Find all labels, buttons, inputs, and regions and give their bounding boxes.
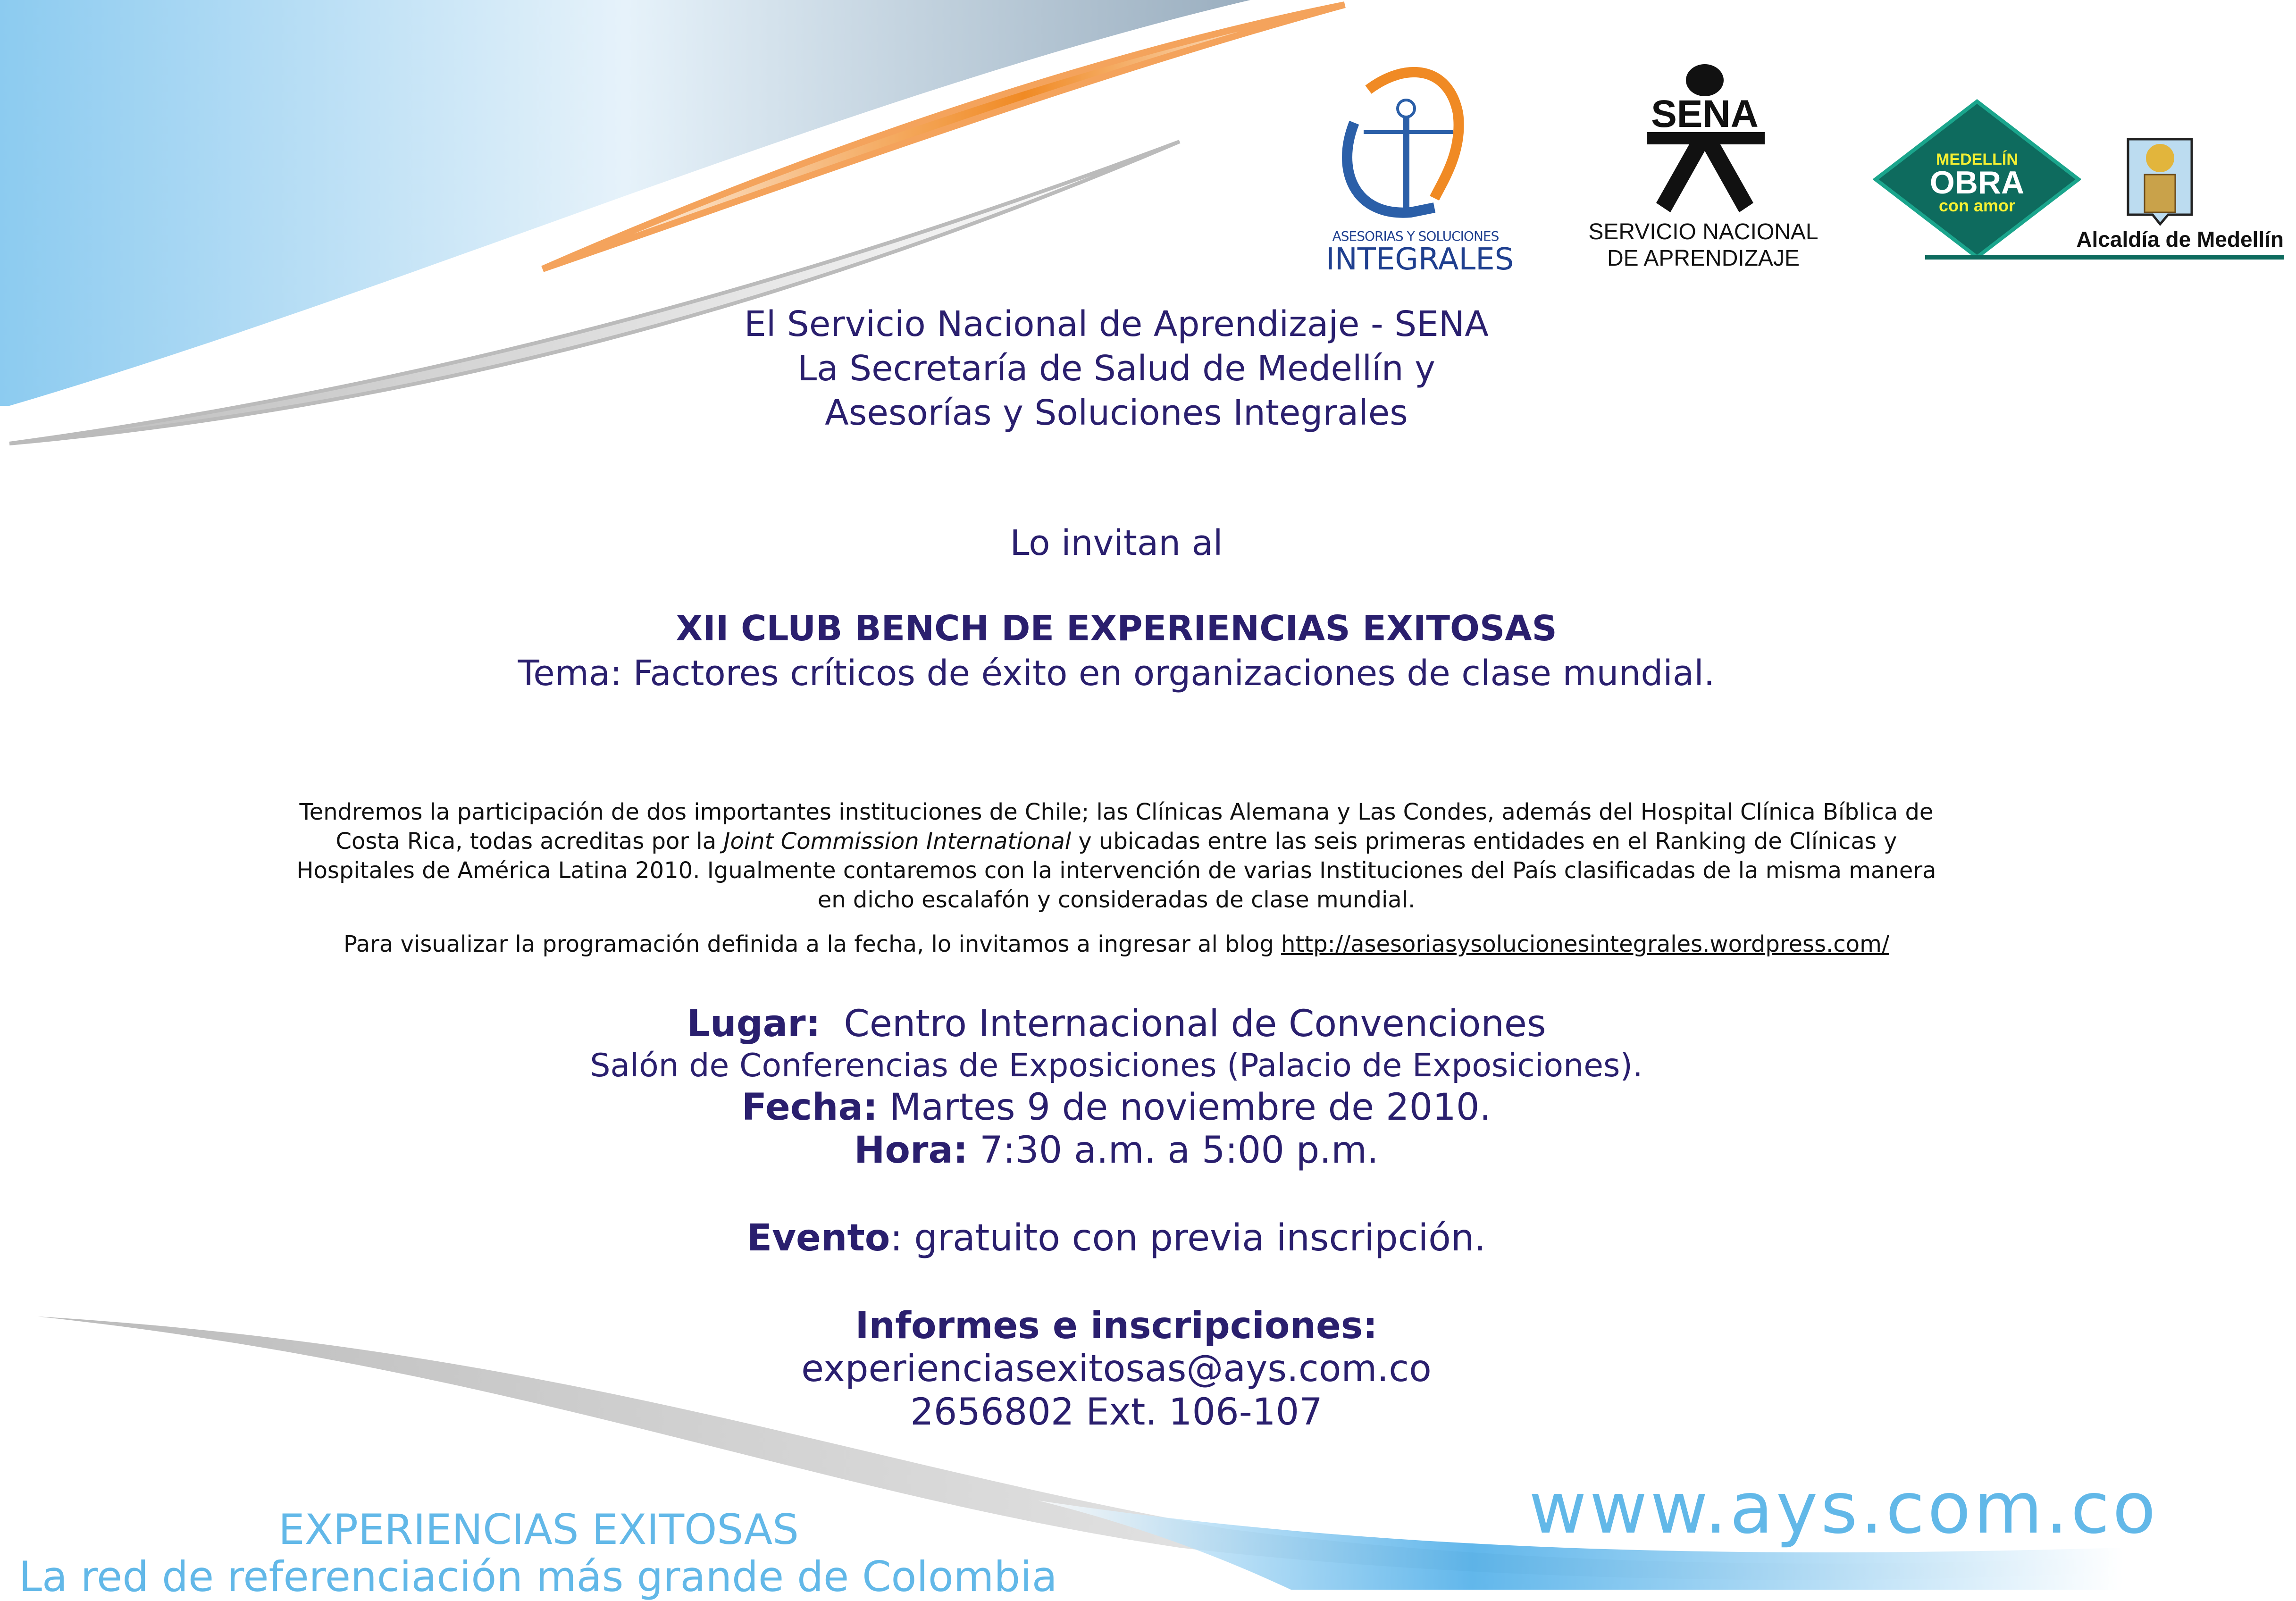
host-line: La Secretaría de Salud de Medellín y [797,348,1435,389]
medellin-logo-line1: MEDELLÍN [1936,151,2018,168]
lugar-line [0,1003,2233,1045]
medellin-logo-line3: con amor [1938,196,2016,215]
footer-tagline-1: EXPERIENCIAS EXITOSAS [278,1505,799,1554]
hora-label: Hora: [854,1129,968,1172]
asesorias-logo-line2: INTEGRALES [1326,242,1514,277]
event-theme: Tema: Factores críticos de éxito en organizaciones de clase mundial. [518,653,1715,694]
asesorias-logo-line1: ASESORIAS Y SOLUCIONES [1332,228,1499,244]
description-text: y ubicadas entre las seis primeras entidades en el Ranking de Clínicas y [1071,828,1897,855]
fecha-line [0,1086,2233,1129]
fecha-label: Fecha: [741,1086,878,1129]
sena-logo-line1: SERVICIO NACIONAL [1588,219,1818,244]
contact-email[interactable]: experienciasexitosas@ays.com.co [801,1348,1432,1390]
medellin-logo-underline [1925,255,2284,260]
footer-tagline-2: La red de referenciación más grande de Colombia [19,1552,1057,1601]
evento-value: : gratuito con previa inscripción. [890,1217,1486,1259]
description-line: en dicho escalafón y consideradas de clase mundial. [817,887,1416,913]
lugar-label: Lugar: [687,1003,821,1045]
blog-line [0,930,2233,959]
evento-label: Evento [746,1217,890,1259]
alcaldia-logo [2038,132,2284,255]
description-paragraph [0,797,2233,914]
contact-label: Informes e inscripciones: [855,1305,1378,1347]
description-line [0,827,2233,856]
salon-line: Salón de Conferencias de Exposiciones (Palacio de Exposiciones). [590,1047,1643,1084]
hora-value: 7:30 a.m. a 5:00 p.m. [980,1129,1379,1172]
blog-link[interactable]: http://asesoriasysolucionesintegrales.wordpress.com/ [1281,931,1889,957]
description-line: Tendremos la participación de dos importantes instituciones de Chile; las Clínicas Alemana y Las Condes, además del Hospital Clínica Bíblica de [299,799,1934,825]
description-text: Costa Rica, todas acreditas por la [335,828,724,855]
sena-logo [1571,57,1835,283]
evento-line [0,1217,2233,1259]
alcaldia-logo-label: Alcaldía de Medellín [2076,227,2284,251]
sena-figure-icon [1571,57,1835,217]
contact-phone: 2656802 Ext. 106-107 [910,1391,1323,1433]
vitruvian-circle-icon [1326,57,1505,226]
asesorias-logo [1326,57,1514,283]
joint-commission-text: Joint Commission International [723,828,1072,855]
blog-text: Para visualizar la programación definida a la fecha, lo invitamos a ingresar al blog [343,931,1282,957]
host-line: El Servicio Nacional de Aprendizaje - SENA [744,304,1489,344]
coat-of-arms-icon [2123,137,2199,226]
fecha-value: Martes 9 de noviembre de 2010. [889,1086,1492,1129]
event-title: XII CLUB BENCH DE EXPERIENCIAS EXITOSAS [676,608,1557,649]
lugar-value: Centro Internacional de Convenciones [844,1003,1546,1045]
sena-logo-name: SENA [1651,92,1759,135]
sena-logo-line2: DE APRENDIZAJE [1607,246,1800,271]
medellin-logo-line2: OBRA [1929,165,2025,201]
host-line: Asesorías y Soluciones Integrales [825,393,1408,433]
invite-text: Lo invitan al [1010,523,1223,563]
hosts-block [0,302,2233,435]
website-link[interactable]: www.ays.com.co [1529,1467,2159,1550]
description-line: Hospitales de América Latina 2010. Igualmente contaremos con la intervención de varias Instituciones del País clasificadas de la misma manera [296,857,1936,884]
hora-line [0,1129,2233,1172]
